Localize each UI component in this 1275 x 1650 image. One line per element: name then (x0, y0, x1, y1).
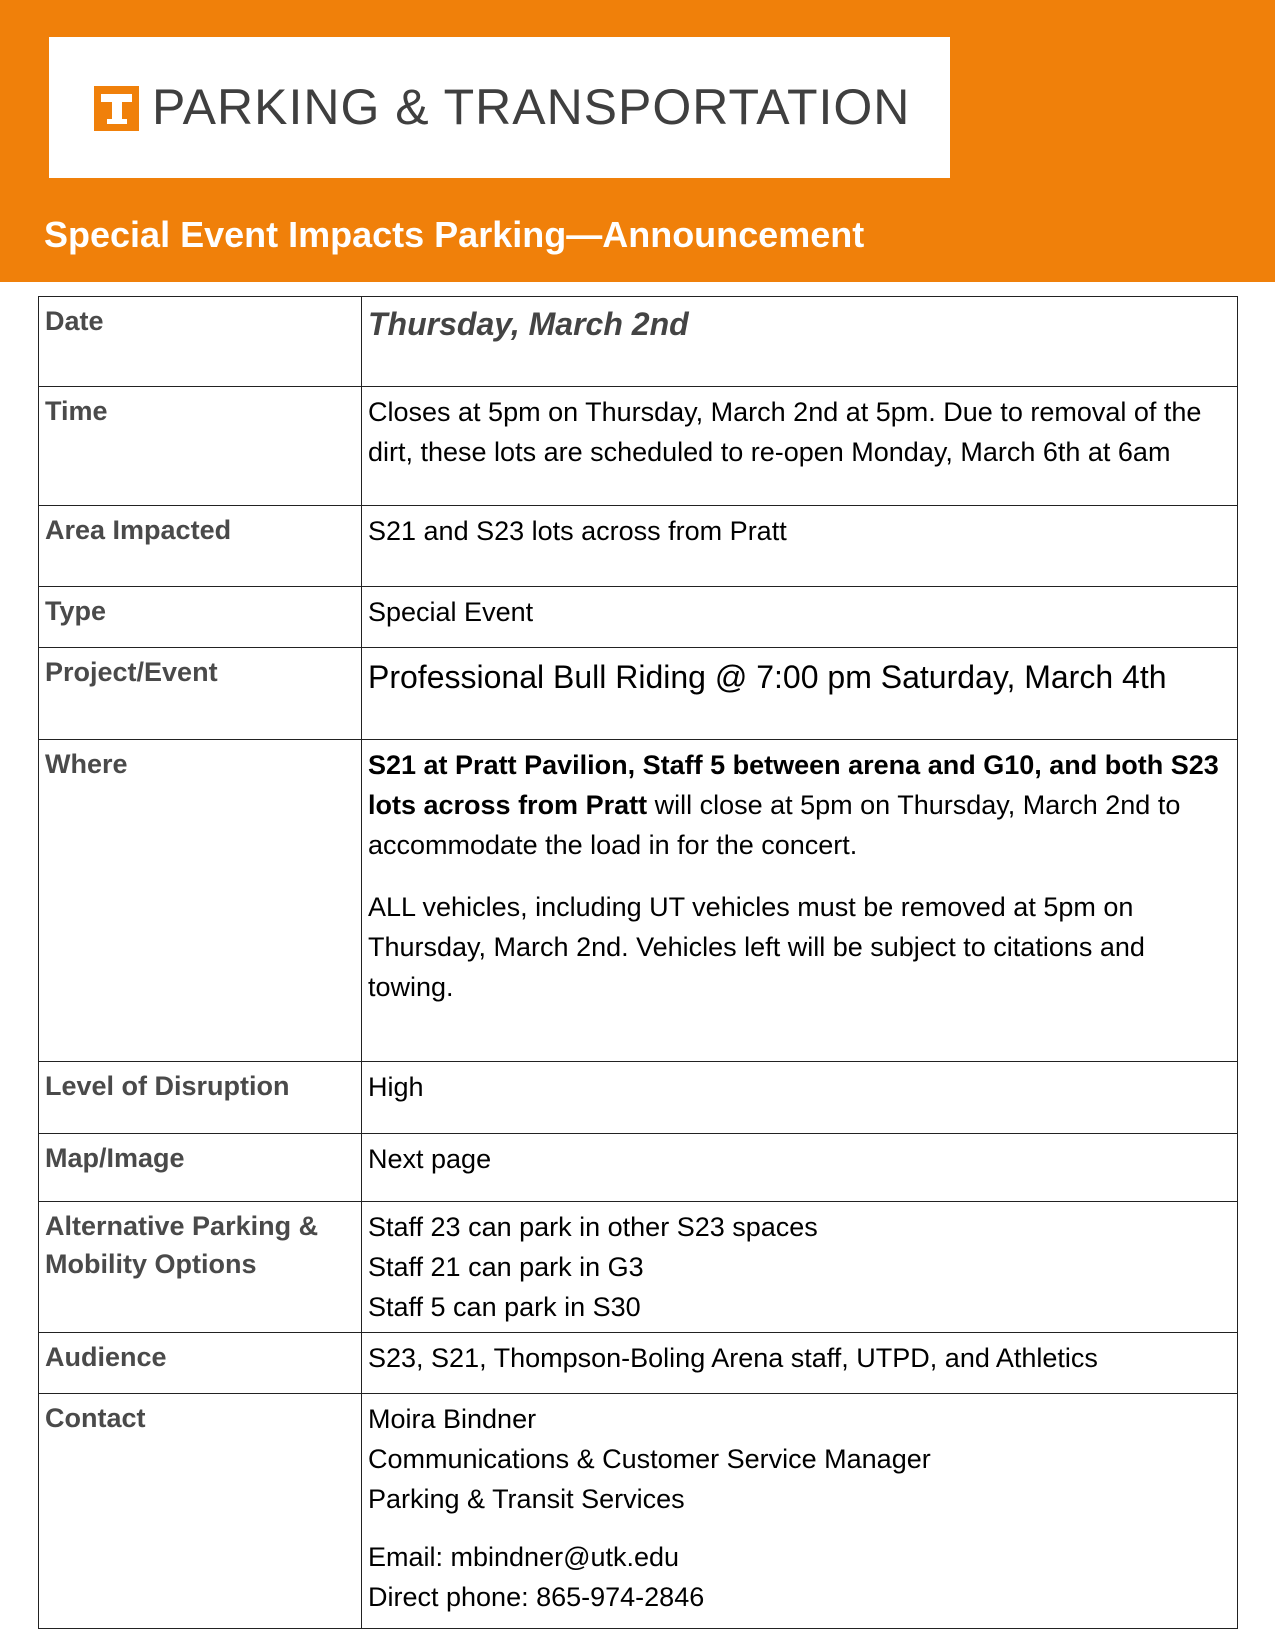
project-value: Professional Bull Riding @ 7:00 pm Saturday, March 4th (368, 659, 1167, 695)
table-row-where (39, 740, 1238, 1062)
table-row-project (39, 648, 1238, 740)
row-value (362, 297, 1238, 387)
row-label: Area Impacted (39, 506, 362, 587)
row-label: Audience (39, 1333, 362, 1394)
where-bold-text: S21 at Pratt Pavilion, Staff 5 between arena and G10, and both S23 lots across from Pratt (368, 750, 1219, 820)
where-paragraph-2: ALL vehicles, including UT vehicles must be removed at 5pm on Thursday, March 2nd. Vehicles left will be subject to citations and towing. (368, 892, 1145, 1002)
logo-text: PARKING & TRANSPORTATION (152, 79, 911, 135)
area-value: S21 and S23 lots across from Pratt (362, 506, 1238, 587)
list-item: Staff 21 can park in G3 (368, 1252, 644, 1282)
logo-box (49, 37, 950, 178)
list-item: Staff 23 can park in other S23 spaces (368, 1212, 818, 1242)
announcement-table (38, 296, 1238, 1629)
header-banner (0, 0, 1275, 282)
table-row-time (39, 387, 1238, 506)
contact-phone: Direct phone: 865-974-2846 (368, 1582, 705, 1612)
ut-logo-icon (94, 86, 139, 131)
row-label: Time (39, 387, 362, 506)
contact-email[interactable]: Email: mbindner@utk.edu (368, 1542, 680, 1572)
table-row-area (39, 506, 1238, 587)
where-value (362, 740, 1238, 1062)
contact-name: Moira Bindner (368, 1404, 537, 1434)
date-value: Thursday, March 2nd (368, 306, 689, 342)
where-paragraph (368, 745, 1231, 865)
table-row-disruption (39, 1062, 1238, 1134)
contact-department: Parking & Transit Services (368, 1484, 685, 1514)
table-row-alternative (39, 1202, 1238, 1333)
row-label: Project/Event (39, 648, 362, 740)
audience-value: S23, S21, Thompson-Boling Arena staff, UTPD, and Athletics (362, 1333, 1238, 1394)
row-label: Map/Image (39, 1134, 362, 1202)
table-row-date (39, 297, 1238, 387)
time-value: Closes at 5pm on Thursday, March 2nd at 5pm. Due to removal of the dirt, these lots are scheduled to re-open Monday, March 6th at 6am (362, 387, 1238, 506)
map-value: Next page (362, 1134, 1238, 1202)
table-row-contact (39, 1394, 1238, 1629)
disruption-value: High (362, 1062, 1238, 1134)
row-label: Contact (39, 1394, 362, 1629)
where-text: will close at 5pm on Thursday, March 2nd to accommodate the load in for the concert. (368, 790, 1181, 860)
alternative-value (362, 1202, 1238, 1333)
type-value: Special Event (362, 587, 1238, 648)
row-label: Alternative Parking & Mobility Options (39, 1202, 362, 1333)
page-title: Special Event Impacts Parking—Announcement (44, 214, 865, 255)
row-value (362, 648, 1238, 740)
table-row-audience (39, 1333, 1238, 1394)
list-item: Staff 5 can park in S30 (368, 1292, 641, 1322)
row-label: Where (39, 740, 362, 1062)
contact-title: Communications & Customer Service Manager (368, 1444, 931, 1474)
row-label: Type (39, 587, 362, 648)
contact-value (362, 1394, 1238, 1629)
row-label: Level of Disruption (39, 1062, 362, 1134)
table-row-map (39, 1134, 1238, 1202)
row-label: Date (39, 297, 362, 387)
table-row-type (39, 587, 1238, 648)
